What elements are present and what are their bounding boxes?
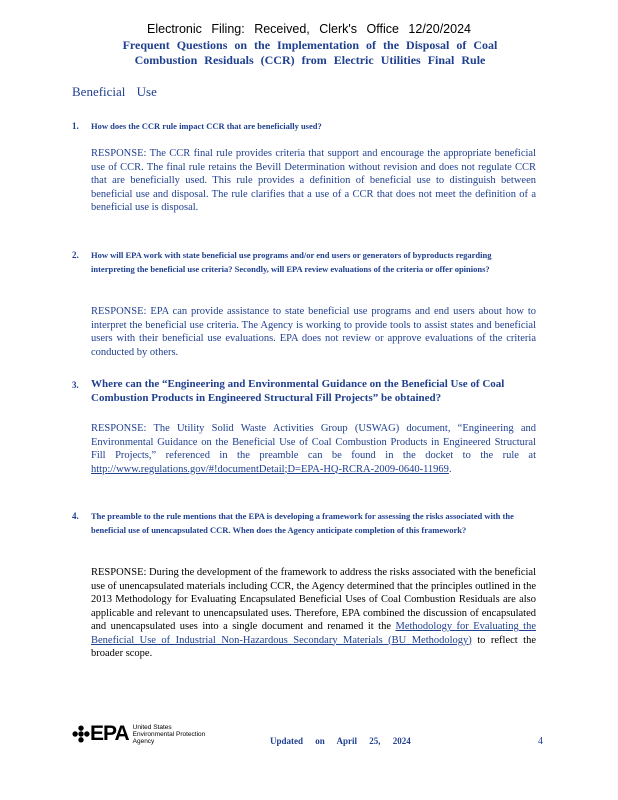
epa-logo	[72, 722, 205, 746]
question-number: 3.	[72, 380, 79, 390]
response-tail: .	[448, 463, 452, 475]
regulations-link[interactable]: http://www.regulations.gov/#!documentDetail;D=EPA-HQ-RCRA-2009-0640-11969	[91, 463, 449, 475]
question-text: The preamble to the rule mentions that the EPA is developing a framework for assessing the risks associated with the beneficial use of unencapsulated CCR. When does the Agency anticipate completion of this framework?	[91, 511, 514, 535]
response-tail: to reflect the broader scope.	[91, 634, 536, 659]
epa-wordmark	[72, 722, 129, 746]
epa-letters: EPA	[90, 722, 129, 745]
epa-flower-icon	[72, 725, 90, 743]
response-block	[91, 422, 536, 476]
response-text: RESPONSE: The CCR final rule provides criteria that support and encourage the appropriate beneficial use of CCR. The final rule retains the Bevill Determination without revision and does not regulate CCR that are beneficially used. This rule provides a definition of beneficial use to distinguish between beneficial use and disposal. The rule clarifies that a use of a CCR that does not meet the definition of a beneficial use is disposal.	[91, 148, 536, 213]
question-number: 2.	[72, 250, 79, 260]
question-text: How will EPA work with state beneficial use programs and/or end users or generators of byproducts regarding interpreting the beneficial use criteria? Secondly, will EPA review evaluations of the criteria or offer opinions?	[91, 250, 492, 274]
page-title: Frequent Questions on the Implementation of the Disposal of Coal Combustion Residuals (CCR) from Electric Utilities Final Rule	[122, 38, 498, 67]
response-block	[91, 566, 536, 661]
question-text: How does the CCR rule impact CCR that are beneficially used?	[91, 121, 322, 131]
agency-name: United States Environmental Protection Agency	[132, 723, 206, 745]
updated-date: Updated on April 25, 2024	[270, 736, 411, 746]
question-number: 1.	[72, 121, 79, 131]
section-heading: Beneficial Use	[72, 84, 157, 99]
page-number: 4	[538, 736, 543, 747]
bu-methodology-link[interactable]: Methodology for Evaluating the Beneficial Use of Industrial Non-Hazardous Secondary Materials (BU Methodology)	[91, 621, 537, 646]
filing-stamp: Electronic Filing: Received, Clerk's Office 12/20/2024	[147, 22, 471, 36]
response-text: RESPONSE: The Utility Solid Waste Activities Group (USWAG) document, “Engineering and Environmental Guidance on the Beneficial Use of Coal Combustion Products in Engineered Structural Fill Projects,” referenced in the preamble can be found in the docket to the rule at	[91, 423, 536, 461]
response-text: RESPONSE: EPA can provide assistance to state beneficial use programs and end users about how to interpret the beneficial use criteria. The Agency is working to provide tools to assist states and beneficial users with their beneficial use evaluations. EPA does not review or approve evaluations of the criteria conducted by others.	[91, 306, 536, 358]
question-number: 4.	[72, 511, 79, 521]
question-text: Where can the “Engineering and Environmental Guidance on the Beneficial Use of Coal Combustion Products in Engineered Structural Fill Projects” be obtained?	[91, 378, 505, 404]
response-text: RESPONSE: During the development of the framework to address the risks associated with the beneficial use of unencapsulated materials including CCR, the Agency determined that the principles outlined in the 2013 Methodology for Evaluating Encapsulated Beneficial Uses of Coal Combustion Residuals are also applicable and relevant to unencapsulated uses. Therefore, EPA combined the discussion of encapsulated and unencapsulated uses into a single document and renamed it the	[91, 567, 536, 632]
